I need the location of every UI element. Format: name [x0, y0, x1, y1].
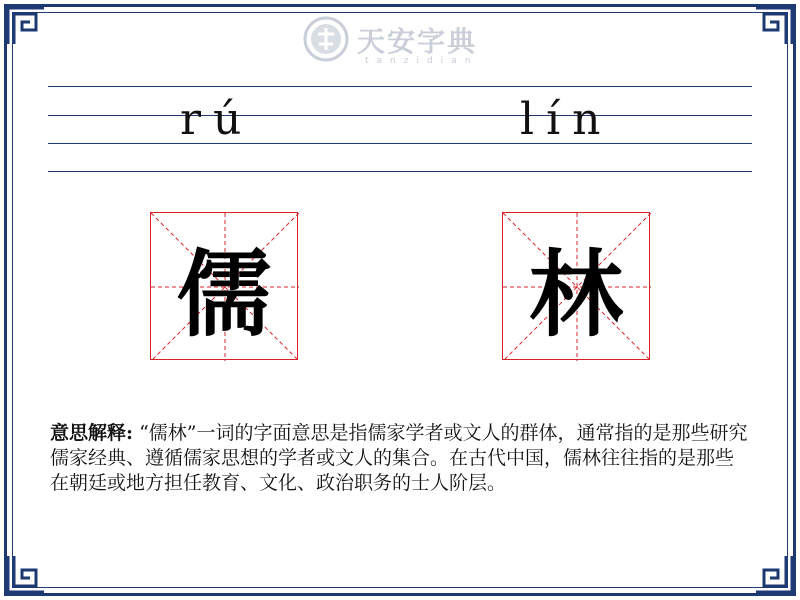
meaning-colon: :	[126, 422, 134, 444]
corner-ornament-icon	[6, 6, 46, 46]
meaning-label: 意思解释	[50, 422, 127, 444]
meaning-text: “儒林”一词的字面意思是指儒家学者或文人的群体，通常指的是那些研究儒家经典、遵循儒家思想的学者或文人的集合。在古代中国，儒林往往指的是那些在朝廷或地方担任教育、文化、政治职务的士人阶层。	[50, 422, 748, 494]
character-2: 林	[528, 240, 623, 350]
pinyin-2: lín	[520, 94, 613, 145]
logo-subtitle: tanzidian	[365, 56, 479, 66]
seal-icon	[303, 16, 349, 62]
pinyin-1: rú	[180, 94, 254, 145]
corner-ornament-icon	[754, 554, 794, 594]
character-grid-2	[502, 212, 650, 360]
site-logo[interactable]	[303, 12, 503, 68]
logo-title: 天安字典	[357, 25, 478, 58]
pinyin-staff	[48, 86, 752, 174]
character-1: 儒	[176, 240, 271, 350]
corner-ornament-icon	[754, 6, 794, 46]
meaning-paragraph	[50, 421, 752, 496]
character-grid-1	[150, 212, 298, 360]
corner-ornament-icon	[6, 554, 46, 594]
